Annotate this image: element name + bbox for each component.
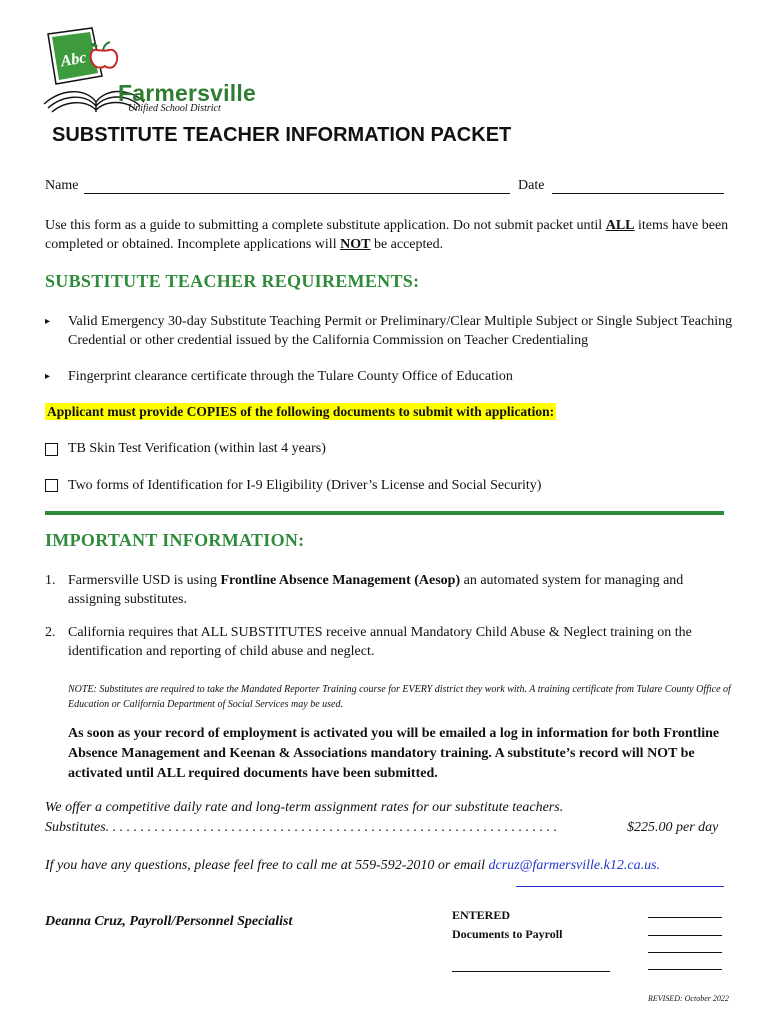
office-line	[648, 934, 722, 936]
copies-instruction	[45, 403, 556, 421]
item-number: 1.	[45, 573, 56, 588]
item-number: 2.	[45, 625, 56, 640]
name-field[interactable]	[84, 177, 510, 194]
intro-all: ALL	[605, 218, 635, 233]
requirements-heading: SUBSTITUTE TEACHER REQUIREMENTS:	[45, 271, 420, 291]
district-name: Farmersville	[118, 80, 256, 106]
id-checkbox[interactable]	[45, 479, 58, 492]
requirement-item: Valid Emergency 30-day Substitute Teaching Permit or Preliminary/Clear Multiple Subject or Single Subject Teaching Credential or other credential issued by the California Commission on Teacher Credentialing	[68, 314, 733, 348]
page-title: SUBSTITUTE TEACHER INFORMATION PACKET	[52, 124, 512, 146]
section-divider	[45, 511, 724, 515]
tb-test-checkbox[interactable]	[45, 443, 58, 456]
date-label: Date	[518, 178, 545, 193]
revised-date: REVISED: October 2022	[648, 994, 729, 1003]
signature-name: Deanna Cruz, Payroll/Personnel Specialist	[45, 914, 293, 929]
intro-not: NOT	[340, 237, 371, 252]
contact-text: If you have any questions, please feel free to call me at 559-592-2010 or email	[45, 858, 489, 873]
office-signature-line	[452, 971, 610, 972]
training-note: NOTE: Substitutes are required to take the Mandated Reporter Training course for EVERY district they work with. A training certificate from Tulare County Office of Education or California Department of Social Services may be used.	[68, 684, 731, 710]
bullet-icon: ▸	[45, 371, 51, 382]
intro-paragraph	[45, 216, 735, 254]
checklist-item-label: Two forms of Identification for I-9 Eligibility (Driver’s License and Social Security)	[68, 478, 542, 493]
copies-highlight: Applicant must provide COPIES of the following documents to submit with application:	[47, 404, 555, 419]
documents-to-payroll-label: Documents to Payroll	[452, 927, 563, 941]
important-heading: IMPORTANT INFORMATION:	[45, 530, 305, 550]
apple-icon	[90, 42, 117, 68]
item1-text-end: an automated system for managing and assigning substitutes.	[68, 573, 684, 607]
district-subtitle: Unified School District	[128, 103, 221, 114]
office-line	[648, 951, 722, 953]
requirement-item: Fingerprint clearance certificate through the Tulare County Office of Education	[68, 369, 513, 384]
intro-text: Use this form as a guide to submitting a complete substitute application. Do not submit packet until	[45, 218, 606, 233]
checklist-item-label: TB Skin Test Verification (within last 4 years)	[68, 441, 326, 456]
activation-notice: As soon as your record of employment is activated you will be emailed a log in information for both Frontline Absence Management and Keenan & Associations mandatory training. A substitute’s record will NOT be activated until ALL required documents have been submitted.	[68, 726, 720, 781]
intro-text-end: be accepted.	[370, 237, 444, 252]
name-label: Name	[45, 178, 79, 193]
frontline-name: Frontline Absence Management (Aesop)	[220, 573, 461, 588]
svg-text:Abc: Abc	[59, 49, 88, 71]
rate-amount: $225.00 per day	[627, 820, 719, 835]
item1-text: Farmersville USD is using	[68, 573, 221, 588]
bullet-icon: ▸	[45, 316, 51, 327]
email-link[interactable]: dcruz@farmersville.k12.ca.us.	[488, 858, 661, 873]
intro-text-mid: items have been completed or obtained. Incomplete applications will	[45, 218, 729, 252]
date-field[interactable]	[552, 177, 724, 194]
email-underline	[516, 886, 724, 887]
rate-offer: We offer a competitive daily rate and long-term assignment rates for our substitute teachers.	[45, 800, 564, 815]
office-line	[648, 916, 722, 918]
important-item-1	[68, 571, 733, 609]
contact-line	[45, 858, 660, 874]
entered-label: ENTERED	[452, 908, 511, 922]
important-item-2: California requires that ALL SUBSTITUTES receive annual Mandatory Child Abuse & Neglect training on the identification and reporting of child abuse and neglect.	[68, 625, 692, 659]
office-line	[648, 968, 722, 970]
rate-label: Substitutes. . . . . . . . . . . . . . . . . . . . . . . . . . . . . . . . . . . . . . . . . . . . . . . . . . . . . . . . . . . . . . . . .	[45, 820, 558, 835]
